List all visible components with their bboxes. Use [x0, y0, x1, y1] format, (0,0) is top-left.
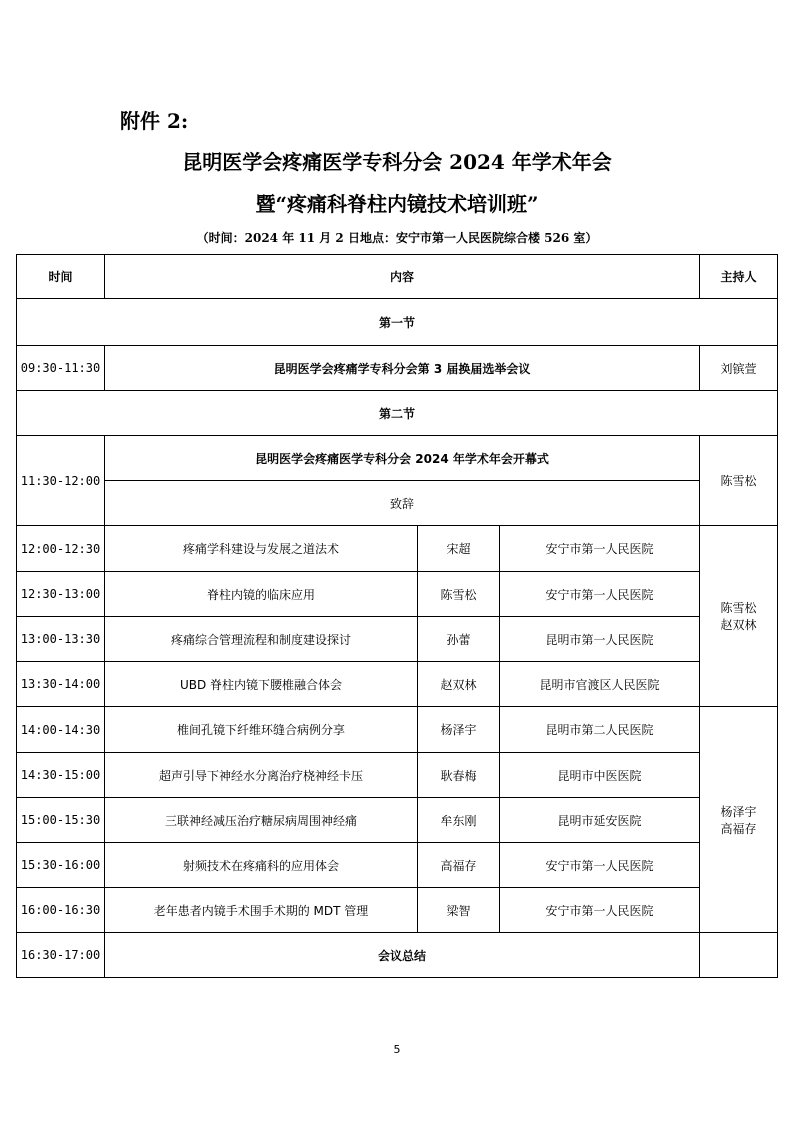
hospital-cell: 昆明市官渡区人民医院: [500, 662, 700, 707]
time-cell: 15:00-15:30: [17, 798, 105, 843]
table-row: [17, 888, 778, 933]
time-cell: 16:30-17:00: [17, 933, 105, 978]
header-content: 内容: [105, 255, 700, 299]
topic-cell: 疼痛综合管理流程和制度建设探讨: [105, 617, 418, 662]
speaker-cell: 牟东刚: [418, 798, 500, 843]
host-name: 陈雪松: [720, 601, 757, 615]
host-name: 赵双林: [720, 618, 757, 632]
schedule-table: [16, 254, 778, 978]
time-cell: 16:00-16:30: [17, 888, 105, 933]
table-row: [17, 436, 778, 481]
hospital-cell: 安宁市第一人民医院: [500, 526, 700, 572]
section1-label: 第一节: [17, 299, 778, 346]
hospital-cell: 昆明市延安医院: [500, 798, 700, 843]
opening-title: 昆明医学会疼痛医学专科分会 2024 年学术年会开幕式: [105, 436, 700, 481]
hospital-cell: 昆明市中医医院: [500, 753, 700, 798]
speaker-cell: 杨泽宇: [418, 707, 500, 753]
hospital-cell: 安宁市第一人民医院: [500, 572, 700, 617]
time-cell: 12:00-12:30: [17, 526, 105, 572]
header-host: 主持人: [700, 255, 778, 299]
opening-speech: 致辞: [105, 481, 700, 526]
table-row: [17, 526, 778, 572]
speaker-cell: 赵双林: [418, 662, 500, 707]
header-time: 时间: [17, 255, 105, 299]
topic-cell: 三联神经减压治疗糖尿病周围神经痛: [105, 798, 418, 843]
speaker-cell: 梁智: [418, 888, 500, 933]
host-cell: [700, 933, 778, 978]
page-number: 5: [393, 1043, 401, 1056]
topic-cell: 脊柱内镜的临床应用: [105, 572, 418, 617]
hospital-cell: 安宁市第一人民医院: [500, 888, 700, 933]
hospital-cell: 昆明市第一人民医院: [500, 617, 700, 662]
table-row: [17, 346, 778, 391]
host-name: 高福存: [720, 821, 757, 836]
topic-cell: 疼痛学科建设与发展之道法术: [105, 526, 418, 572]
time-cell: 13:30-14:00: [17, 662, 105, 707]
time-cell: 09:30-11:30: [17, 346, 105, 391]
document-subtitle: 暨“疼痛科脊柱内镜技术培训班”: [255, 192, 539, 216]
table-row: [17, 798, 778, 843]
time-cell: 14:00-14:30: [17, 707, 105, 753]
host-cell: 陈雪松: [700, 436, 778, 526]
section-row: [17, 299, 778, 346]
time-location-note: （时间：2024 年 11 月 2 日地点：安宁市第一人民医院综合楼 526 室）: [196, 231, 598, 245]
speaker-cell: 孙蕾: [418, 617, 500, 662]
host-name: 杨泽宇: [720, 804, 757, 819]
closing-content: 会议总结: [105, 933, 700, 978]
time-cell: 12:30-13:00: [17, 572, 105, 617]
topic-cell: 射频技术在疼痛科的应用体会: [105, 843, 418, 888]
topic-cell: 椎间孔镜下纤维环缝合病例分享: [105, 707, 418, 753]
table-header-row: [17, 255, 778, 299]
time-cell: 11:30-12:00: [17, 436, 105, 526]
table-row: [17, 617, 778, 662]
speaker-cell: 高福存: [418, 843, 500, 888]
host-cell: [700, 526, 778, 707]
topic-cell: 老年患者内镜手术围手术期的 MDT 管理: [105, 888, 418, 933]
topic-cell: UBD 脊柱内镜下腰椎融合体会: [105, 662, 418, 707]
time-cell: 14:30-15:00: [17, 753, 105, 798]
document-title: 昆明医学会疼痛医学专科分会 2024 年学术年会: [182, 150, 612, 174]
host-cell: 刘镔萱: [700, 346, 778, 391]
attachment-label: 附件 2:: [120, 109, 189, 133]
table-row: [17, 481, 778, 526]
time-cell: 15:30-16:00: [17, 843, 105, 888]
speaker-cell: 宋超: [418, 526, 500, 572]
table-row: [17, 572, 778, 617]
section-row: [17, 391, 778, 436]
section2-label: 第二节: [17, 391, 778, 436]
table-row: [17, 662, 778, 707]
table-row: [17, 753, 778, 798]
hospital-cell: 安宁市第一人民医院: [500, 843, 700, 888]
host-cell: [700, 707, 778, 933]
topic-cell: 超声引导下神经水分离治疗桡神经卡压: [105, 753, 418, 798]
speaker-cell: 耿春梅: [418, 753, 500, 798]
speaker-cell: 陈雪松: [418, 572, 500, 617]
table-row: [17, 933, 778, 978]
table-row: [17, 707, 778, 753]
content-cell: 昆明医学会疼痛学专科分会第 3 届换届选举会议: [105, 346, 700, 391]
time-cell: 13:00-13:30: [17, 617, 105, 662]
table-row: [17, 843, 778, 888]
hospital-cell: 昆明市第二人民医院: [500, 707, 700, 753]
